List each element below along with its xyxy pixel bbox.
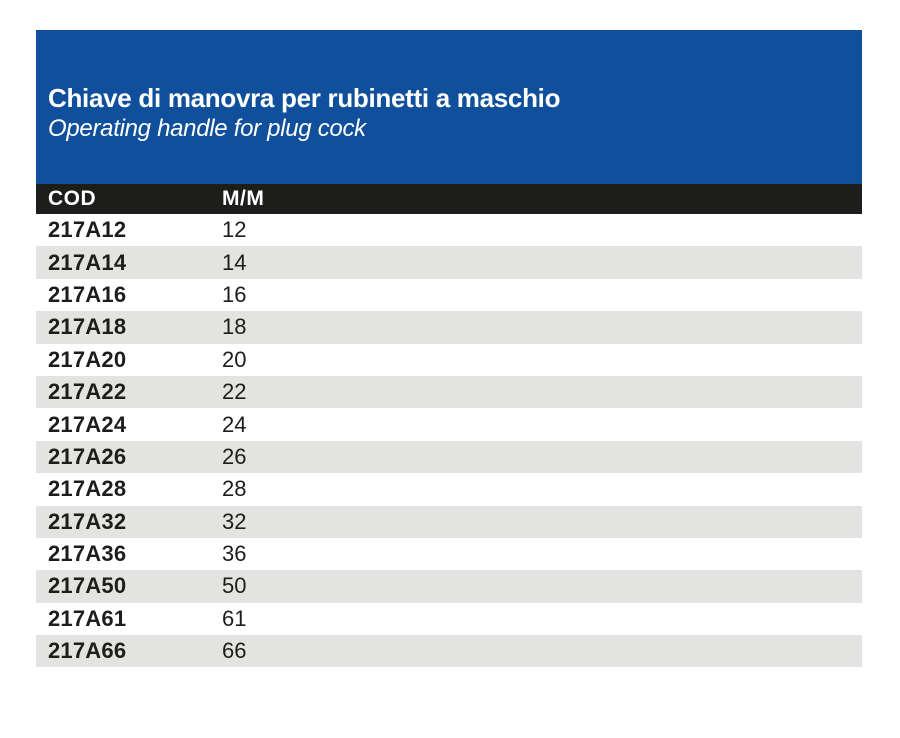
mm-cell: 12 [222, 217, 247, 243]
column-header-mm: M/M [222, 187, 265, 210]
mm-cell: 20 [222, 346, 247, 372]
mm-cell: 66 [222, 638, 247, 664]
mm-cell: 36 [222, 541, 247, 567]
cod-cell: 217A20 [48, 346, 127, 372]
mm-cell: 28 [222, 476, 247, 502]
table-row [36, 473, 862, 505]
cod-cell: 217A22 [48, 379, 127, 405]
mm-cell: 22 [222, 379, 247, 405]
size-table [36, 184, 862, 667]
mm-cell: 61 [222, 605, 247, 631]
cod-cell: 217A32 [48, 508, 127, 534]
cod-cell: 217A16 [48, 281, 127, 307]
cod-cell: 217A50 [48, 573, 127, 599]
cod-cell: 217A36 [48, 541, 127, 567]
table-row [36, 603, 862, 635]
table-row [36, 246, 862, 278]
table-row [36, 538, 862, 570]
table-row [36, 376, 862, 408]
mm-cell: 26 [222, 443, 247, 469]
table-row [36, 344, 862, 376]
product-title-english: Operating handle for plug cock [48, 114, 366, 142]
table-row [36, 635, 862, 667]
product-title-italian: Chiave di manovra per rubinetti a maschio [48, 83, 561, 114]
column-header-cod: COD [48, 187, 97, 210]
mm-cell: 18 [222, 314, 247, 340]
table-body [36, 214, 862, 667]
cod-cell: 217A14 [48, 249, 127, 275]
table-header-row [36, 184, 862, 214]
cod-cell: 217A12 [48, 217, 127, 243]
mm-cell: 16 [222, 281, 247, 307]
product-header-band [36, 30, 862, 184]
table-row [36, 506, 862, 538]
table-row [36, 279, 862, 311]
table-row [36, 214, 862, 246]
table-row [36, 311, 862, 343]
cod-cell: 217A61 [48, 605, 127, 631]
table-row [36, 570, 862, 602]
mm-cell: 50 [222, 573, 247, 599]
cod-cell: 217A18 [48, 314, 127, 340]
table-row [36, 408, 862, 440]
cod-cell: 217A26 [48, 443, 127, 469]
table-row [36, 441, 862, 473]
mm-cell: 32 [222, 508, 247, 534]
mm-cell: 14 [222, 249, 247, 275]
cod-cell: 217A24 [48, 411, 127, 437]
cod-cell: 217A28 [48, 476, 127, 502]
cod-cell: 217A66 [48, 638, 127, 664]
mm-cell: 24 [222, 411, 247, 437]
